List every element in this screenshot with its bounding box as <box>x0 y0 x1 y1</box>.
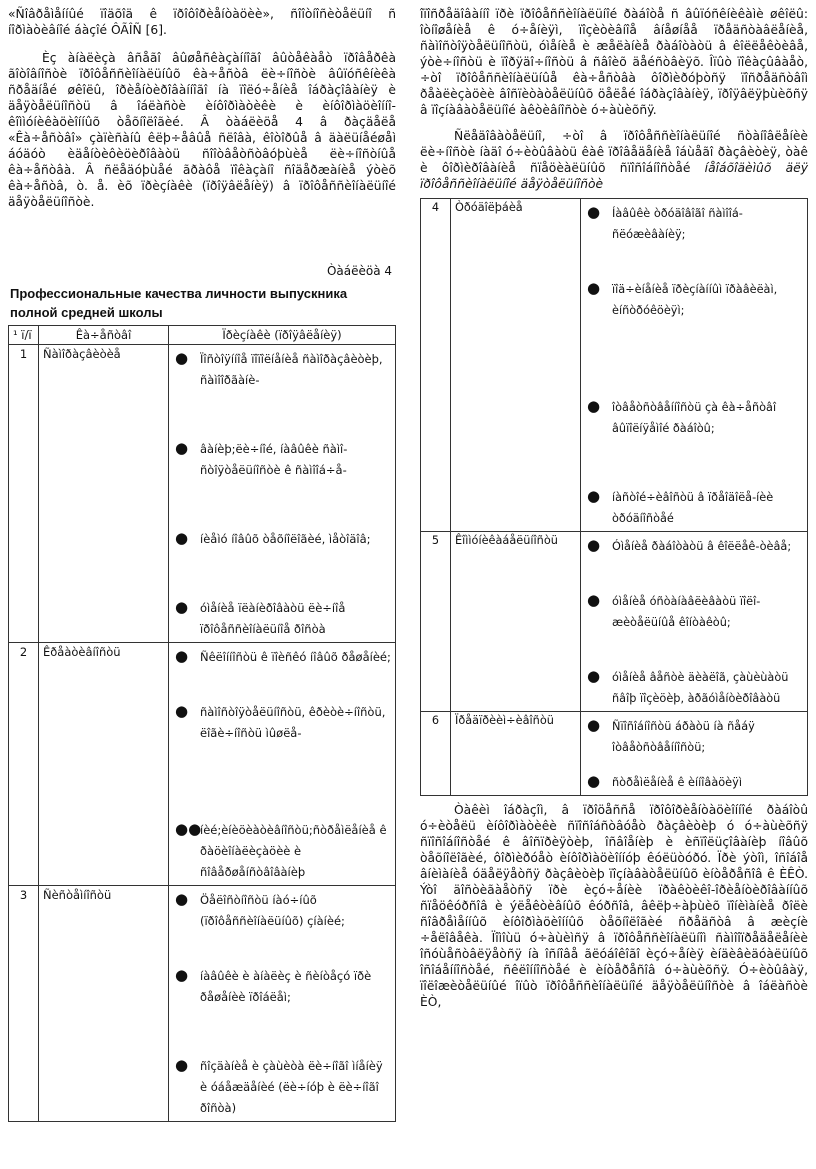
body-paragraph-1: Èç àíàëèçà âñåãî âûøåñêàçàííîãî âûòåêàåò ïðîâåðêà ãîòîâíîñòè ïðîôåññèîíàëüíûõ êà÷åñòâ ëè÷íîñòè âûïóñêíèêà ñðåäíåé øêîëû, îðèåíòèðîâàííîãî íà ïîëó÷åíèå îáðàçîâàíèÿ è äåÿòåëüíîñòü â îáëàñòè èíôîðìàòèêè è èíôîðìàöèîííî-êîììóíèêàöèîííûõ òåõíîëîãèé. Â òàáëèöå 4 â ðàçäåëå «Êà÷åñòâî» çàïèñàíû êëþ÷åâûå ñëîâà, êîòîðûå â äàëüíåéøåì áóäóò èäåíòèôèöèðîâàòü ñîîòâåòñòâóþùèå ëè÷íîñòíûå êà÷åñòâà. Â ñëåäóþùåé ãðàôå ïîêàçàíî ñîäåðæàíèå ýòèõ êà÷åñòâ, ò. å. èõ ïðèçíàêè (ïðîÿâëåíèÿ) â ïðîôåññèîíàëüíîé äåÿòåëüíîñòè. <box>8 51 396 209</box>
bullet-icon: ●● <box>175 820 202 838</box>
row-number: 6 <box>421 712 451 796</box>
row-signs <box>581 712 808 796</box>
bullet-icon: ● <box>587 591 601 609</box>
row-quality: Òðóäîëþáèå <box>451 199 581 532</box>
sign-item: ●● íèé;èíèöèàòèâíîñòü;ñòðåìëåíèå ê ðàöèîíàëèçàöèè è ñîâåðøåíñòâîâàíèþ <box>175 820 387 879</box>
sign-item: ● âàíèþ;ëè÷íîé, íàâûêè ñàìî-ñòîÿòåëüíîñòè ê ñàìîîá÷å- <box>175 439 348 477</box>
sign-item: ● ïîä÷èíåíèå ïðèçíàííûì ïðàâèëàì, èíñòðóêöèÿì; <box>587 279 778 317</box>
bullet-icon: ● <box>175 529 189 547</box>
body-paragraph-2: îïîñðåäîâàííî ïðè ïðîôåññèîíàëüíîé ðàáîòå ñ âûïóñêíèêàìè øêîëû: îòíîøåíèå ê ó÷åíèÿì, ïîçèòèâíîå âíåøíåå ïðåäñòàâëåíèå, ñàìîñòîÿòåëüíîñòü, óìåíèå è æåëàíèå ðàáîòàòü â êîëëåêòèâå, ýòè÷íîñòü è ïîðÿäî÷íîñòü â ñâîèõ äåéñòâèÿõ. Îïûò ïîêàçûâàåò, ÷òî ïðîôåññèîíàëüíûå êà÷åñòâà ôîðìèðóþòñÿ ïîñðåäñòâîì ðåàëèçàöèè âîñïèòàòåëüíûõ öåëåé îáðàçîâàíèÿ, ïðîÿâëÿþùèõñÿ â ïîçíàâàòåëüíîé àêòèâíîñòè ó÷àùèõñÿ. <box>420 7 808 117</box>
row-number: 1 <box>9 345 39 643</box>
row-signs <box>581 199 808 532</box>
row-number: 4 <box>421 199 451 532</box>
qualities-table <box>8 325 396 1122</box>
bullet-icon: ● <box>587 667 601 685</box>
italic-phrase: íåîáõîäèìûõ äëÿ ïðîôåññèîíàëüíîé äåÿòåëüíîñòè <box>420 161 808 191</box>
row-quality: Ïðåäïðèèì÷èâîñòü <box>451 712 581 796</box>
bullet-icon: ● <box>587 716 601 734</box>
sign-item: ● Ïîñòîÿííîå ïîïîëíåíèå ñàìîðàçâèòèþ, ñàìîîðãàíè- <box>175 349 383 387</box>
sign-item: ● ñàìîñòîÿòåëüíîñòü, êðèòè÷íîñòü, ëîãè÷íîñòü ìûøëå- <box>175 702 386 740</box>
sign-item: ● Ñïîñîáíîñòü áðàòü íà ñåáÿ îòâåòñòâåííîñòü; <box>587 716 755 754</box>
table-caption: Òàáëèöà 4 <box>326 264 392 278</box>
table-row <box>9 345 396 643</box>
sign-item: ● óìåíèå óñòàíàâëèâàòü ïîëî-æèòåëüíûå êîíòàêòû; <box>587 591 761 629</box>
table-row <box>421 712 808 796</box>
column-header-quality: Êà÷åñòâî <box>39 326 169 345</box>
sign-item: ● íàâûêè è àíàëèç è ñèíòåçó ïðè ðåøåíèè ïðîáëåì; <box>175 966 372 1004</box>
sign-item: ● ñòðåìëåíèå ê èííîâàöèÿì <box>587 772 742 790</box>
sign-item: ● Óìåíèå ðàáîòàòü â êîëëåê-òèâå; <box>587 536 792 554</box>
row-signs <box>169 643 396 886</box>
left-column <box>8 6 396 1122</box>
sign-item: ● óìåíèå âåñòè äèàëîã, çàùèùàòü ñâîþ ïîçèöèþ, àðãóìåíòèðîâàòü <box>587 667 789 705</box>
body-paragraph-3: Ñëåäîâàòåëüíî, ÷òî â ïðîôåññèîíàëüíîé ñòàíîâëåíèè ëè÷íîñòè íàäî ó÷èòûâàòü êàê ïðîâåäåíèå îáùåãî ðàçâèòèÿ, òàê è ôîðìèðîâàíèå ñïåöèàëüíûõ ñïîñîáíîñòåé íåîáõîäèìûõ äëÿ ïðîôåññèîíàëüíîé äåÿòåëüíîñòè <box>420 129 808 191</box>
row-signs <box>581 532 808 712</box>
bullet-icon: ● <box>175 598 189 616</box>
row-quality: Ñèñòåìíîñòü <box>39 886 169 1122</box>
sign-item: ● íàñòîé÷èâîñòü â ïðåîäîëå-íèè òðóäíîñòåé <box>587 487 774 525</box>
sign-item: ● Öåëîñòíîñòü íàó÷íûõ (ïðîôåññèîíàëüíûõ) çíàíèé; <box>175 890 345 928</box>
row-quality: Êðåàòèâíîñòü <box>39 643 169 886</box>
table-row <box>9 643 396 886</box>
row-signs <box>169 345 396 643</box>
bullet-icon: ● <box>175 439 189 457</box>
bullet-icon: ● <box>175 966 189 984</box>
sign-item: ● Íàâûêè òðóäîâîãî ñàìîîá-ñëóæèâàíèÿ; <box>587 203 743 241</box>
bullet-icon: ● <box>175 1056 189 1074</box>
bullet-icon: ● <box>587 203 601 221</box>
row-number: 5 <box>421 532 451 712</box>
table-header-row <box>9 326 396 345</box>
table-row <box>9 886 396 1122</box>
bullet-icon: ● <box>175 702 189 720</box>
sign-item: ● Ñêëîííîñòü ê ïîèñêó íîâûõ ðåøåíèé; <box>175 647 391 665</box>
row-number: 2 <box>9 643 39 886</box>
bullet-icon: ● <box>587 772 601 790</box>
bullet-icon: ● <box>175 647 189 665</box>
table-row <box>421 532 808 712</box>
row-quality: Ñàìîðàçâèòèå <box>39 345 169 643</box>
right-column <box>420 6 808 1010</box>
sign-item: ● óìåíèå ïëàíèðîâàòü ëè÷íîå ïðîôåññèîíàëüíîå ðîñòà <box>175 598 346 636</box>
row-quality: Êîììóíèêàáåëüíîñòü <box>451 532 581 712</box>
column-header-signs: Ïðèçíàêè (ïðîÿâëåíèÿ) <box>169 326 396 345</box>
body-paragraph-4: Òàêèì îáðàçîì, â ïðîöåññå ïðîôîðèåíòàöèîííîé ðàáîòû ó÷èòåëü èíôîðìàòèêè ñïîñîáñòâóåò ðàçâèòèþ ó ó÷àùèõñÿ ñïîñîáíîñòåé ê âîñïðèÿòèþ, îñâîåíèþ è èñïîëüçîâàíèþ íîâûõ òåõíîëîãèé, ôîðìèðóåò èíôîðìàöèîííóþ êóëüòóðó. Ïðè ýòîì, îñîáîå âíèìàíèå óäåëÿåòñÿ ðàçâèòèþ ïîçíàâàòåëüíûõ èíòåðåñîâ ê ÈÊÒ. Ýòî äîñòèãàåòñÿ ïðè èçó÷åíèè ïðàêòèêî-îðèåíòèðîâàííûõ ñïåöêóðñîâ è ýëåêòèâíûõ êóðñîâ, âêëþ÷àþùèõ ïîíèìàíèå ðîëè ñîâðåìåííûõ èíôîðìàöèîííûõ òåõíîëîãèé ñðåäñòâ â æèçíè ÷åëîâåêà. Ïîìîùü ó÷àùèìñÿ â ïðîôåññèîíàëüíîì ñàìîîïðåäåëåíèè îñóùåñòâëÿåòñÿ íà îñíîâå ãëóáîêîãî èçó÷åíèÿ èíäèâèäóàëüíûõ îñîáåííîñòåé, ñêëîííîñòåé è èíòåðåñîâ ó÷àùèõñÿ. Ó÷èòûâàÿ, ïîëîæèòåëüíûé îïûò ïðîôåññèîíàëüíîé äåÿòåëüíîñòè â îáëàñòè ÈÒ, <box>420 803 808 1009</box>
bullet-icon: ● <box>587 397 601 415</box>
bullet-icon: ● <box>587 536 601 554</box>
column-header-number: ¹ ï/ï <box>9 326 39 345</box>
bullet-icon: ● <box>175 349 189 367</box>
sign-item: ● ñîçäàíèå è çàùèòà ëè÷íîãî ìíåíèÿ è óáåæäåíèé (ëè÷íóþ è ëè÷íîãî ðîñòà) <box>175 1056 383 1115</box>
sign-item: ● íèåìó íîâûõ òåõíîëîãèé, ìåòîäîâ; <box>175 529 371 547</box>
row-signs <box>169 886 396 1122</box>
row-number: 3 <box>9 886 39 1122</box>
bullet-icon: ● <box>175 890 189 908</box>
bullet-icon: ● <box>587 487 601 505</box>
qualities-table-continued <box>420 198 808 796</box>
intro-paragraph: «Ñîâðåìåííûé ïîäõîä ê ïðîôîðèåíòàöèè», ñîîòíîñèòåëüíî ñ íîðìàòèâíîé áàçîé ÔÃÎÑ [6]. <box>8 7 396 37</box>
table-row <box>421 199 808 532</box>
sign-item: ● îòâåòñòâåííîñòü çà êà÷åñòâî âûïîëíÿåìîé ðàáîòû; <box>587 397 777 435</box>
bullet-icon: ● <box>587 279 601 297</box>
table-title: Профессиональные качества личности выпускника полной средней школы <box>10 286 348 320</box>
